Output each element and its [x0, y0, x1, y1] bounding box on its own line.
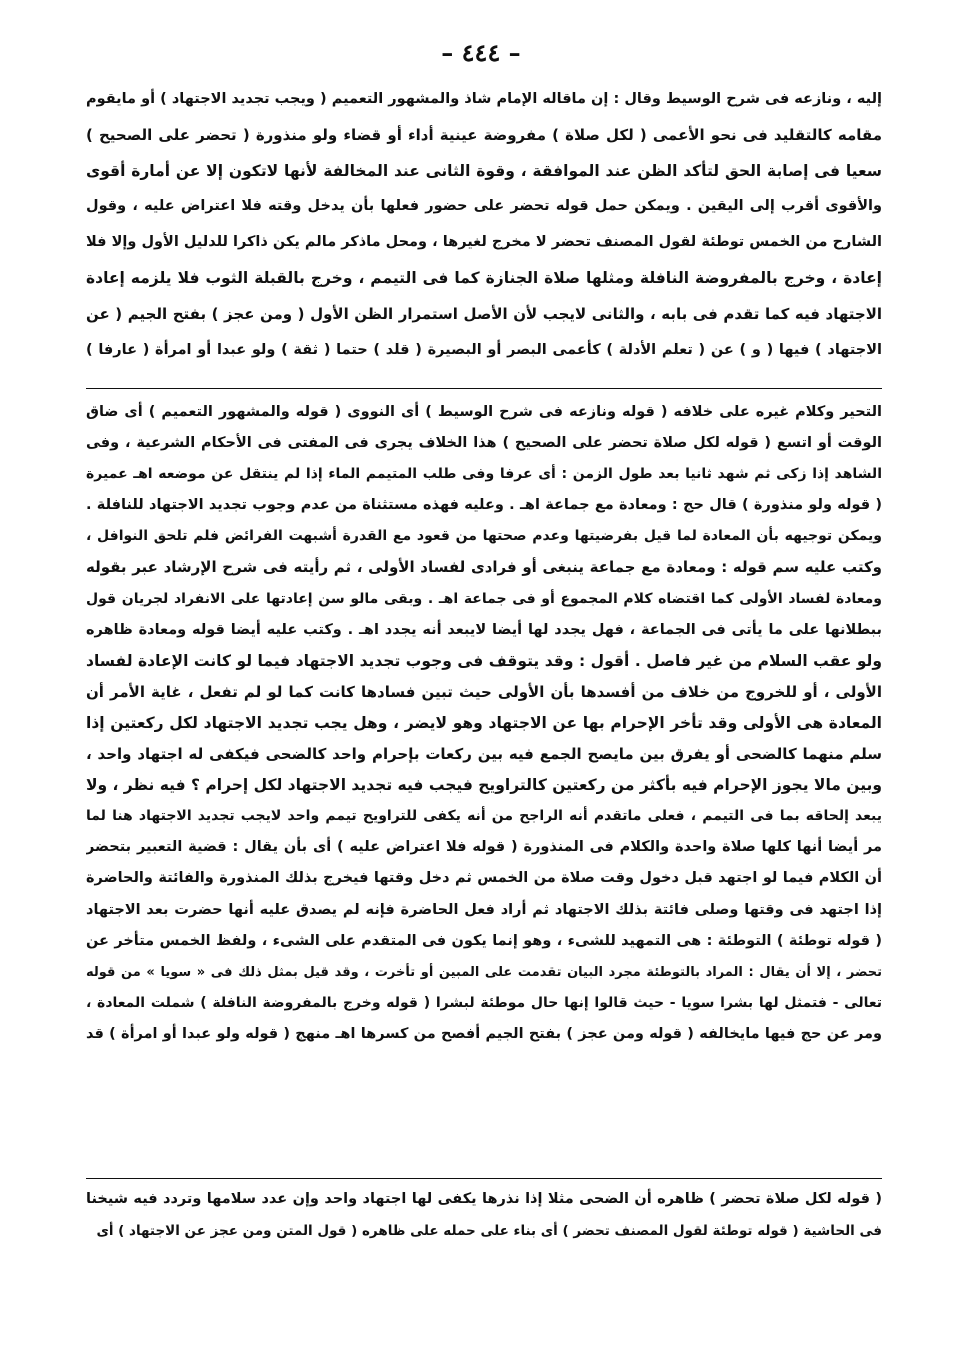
commentary-line: الأولى ، أو للخروج من خلاف من أفسدها بأن الأولى حيث تبين فسادها كانت كما لو لم تفعل ، غاية الأمر أن [86, 682, 882, 701]
commentary-block [86, 397, 882, 1050]
commentary-line: أن الكلام فيما لو اجتهد قبل دخول وقت صلاة من الخمس ثم دخل وقتها فيخرج بذلك المنذورة والفائتة والحاضرة [86, 870, 882, 887]
main-commentary-divider [86, 388, 882, 389]
commentary-line: الوقت أو اتسع ( قوله لكل صلاة تحضر على الصحيح ) هذا الخلاف يجرى فى المفتى فى الأحكام الشرعية ، وفى [86, 435, 882, 452]
commentary-line: يبعد إلحاقه بما فى التيمم ، فعلى ماتقدم أنه الراجح من أنه يكفى للتراويح تيمم واحد لايجب تجديد الاجتهاد هنا لما [86, 808, 882, 825]
commentary-line: المعادة هى الأولى وقد تأخر الإحرام بها عن الاجتهاد وهو لايضر ، وهل يجب تجديد الاجتهاد لكل ركعتين إذا [86, 713, 882, 732]
commentary-line: وكتب عليه سم قوله : ومعادة مع جماعة ينبغى أو فرادى لفساد الأولى ، ثم رأيته فى شرح الإرشاد عبر بقوله [86, 558, 882, 577]
commentary-line: ( قوله ولو منذورة ) قال حج : ومعادة مع جماعة اهـ . وعليه فهذه مستثناة من عدم وجوب تجديد الاجتهاد للنافلة . [86, 497, 882, 514]
commentary-line: تحضر ، إلا أن يقال : المراد بالتوطئة مجرد البيان تقدمت على المبين أو تأخرت ، وقد قيل بمثل ذلك فى « سويا » من قوله [86, 964, 882, 980]
main-text-line: مقامه كالتقليد فى نحو الأعمى ( لكل صلاة ) مفروضة عينية أداء أو قضاء ولو منذورة ( تحضر على الصحيح ) [86, 125, 882, 144]
footnote-line: فى الحاشية ( قوله توطئة لقول المصنف تحضر ) أى بناء على حمله على ظاهره ( قول المتن ومن عجز عن الاجتهاد ) أى [96, 1223, 882, 1239]
commentary-line: سلم منهما كالضحى أو يفرق بين مايصح الجمع فيه بين ركعات بإحرام واحد كالضحى فيكفى له اجتهاد واحد ، [86, 745, 882, 764]
page-number: – ٤٤٤ – [441, 38, 521, 67]
footnote-line: ( قوله لكل صلاة تحضر ) ظاهره أن الضحى مثلا إذا نذرها يكفى لها اجتهاد واحد وإن عدد سلامها وتردد فيه شيخنا [86, 1191, 882, 1207]
main-text-line: إليه ، ونازعه فى شرح الوسيط وقال : إن ماقاله الإمام شاذ والمشهور التعميم ( ويجب تجديد الاجتهاد ) أو مايقوم [86, 91, 882, 107]
main-text-block [86, 82, 882, 368]
commentary-line: ( قوله توطئة ) التوطئة : هى التمهيد للشىء ، وهو إنما يكون فى المتقدم على الشىء ، ولفظ الخمس متأخر عن [86, 932, 882, 949]
commentary-line: مر أيضا أنها كلها صلاة واحدة والكلام فى المنذورة ( قوله فلا اعتراض عليه ) أى بأن يقال : قضية التعبير بتحضر [86, 839, 882, 856]
main-text-line: الاجتهاد فيه كما تقدم فى بابه ، والثانى لايجب لأن الأصل استمرار الظن الأول ( ومن عجز ) بفتح الجيم ( عن [86, 304, 882, 323]
commentary-line: ببطلانها على ما يأتى فى الجماعة ، فهل يجدد لها أيضا لايبعد أنه يجدد اهـ . وكتب عليه أيضا قوله ومعادة ظاهره [86, 621, 882, 638]
commentary-line: ومعادة لفساد الأولى كما اقتضاه كلام المجموع أو فى جماعة اهـ . وبقى مالو سن إعادتها على الانفراد لجريان قول [86, 590, 882, 607]
commentary-line: ومر عن حج فيها مايخالفه ( قوله ومن عجز ) بفتح الجيم أفصح من كسرها اهـ منهج ( قوله ولو عبدا أو امرأة ) قد [86, 1025, 882, 1042]
commentary-line: الشاهد إذا زكى ثم شهد ثانيا بعد طول الزمن : أى عرفا وفى طلب المتيمم الماء إذا لم ينتقل عن موضعه اهـ عميرة [86, 466, 882, 483]
commentary-footnote-divider [86, 1178, 882, 1179]
commentary-line: إذا اجتهد فى وقتها وصلى فائتة بذلك الاجتهاد ثم أراد فعل الحاضرة فإنه لم يصدق عليه أنها حضرت بعد الاجتهاد [86, 901, 882, 918]
main-text-line: إعادة ، وخرج بالمفروضة النافلة ومثلها صلاة الجنازة كما فى التيمم ، وخرج بالقبلة الثوب فلا يلزمه إعادة [86, 268, 882, 287]
commentary-line: ويمكن توجيهه بأن المعادة لما قيل بفرضيتها وعدم صحتها من قعود مع القدرة أشبهت الفرائض فلم تلحق النوافل ، [86, 528, 882, 545]
footnote-block [86, 1183, 882, 1247]
main-text-line: الاجتهاد ) فيها ( و ) عن ( تعلم الأدلة ) كأعمى البصر أو البصيرة ( قلد ) حتما ( ثقة ) ولو عبدا أو امرأة ( عارفا ) [86, 341, 882, 358]
main-text-line: الشارح من الخمس توطئة لقول المصنف تحضر لا مخرج لغيرها ، ومحل ماذكر مالم يكن ذاكرا للدليل الأول وإلا فلا [86, 234, 882, 251]
commentary-line: التحير وكلام غيره على خلافه ( قوله ونازعه فى شرح الوسيط ) أى النووى ( قوله والمشهور التعميم ) أى ضاق [86, 404, 882, 420]
commentary-line: ولو عقب السلام من غير فاصل . أقول : وقد يتوقف فى وجوب تجديد الاجتهاد فيما لو كانت الإعادة لفساد [86, 651, 882, 670]
main-text-line: والأقوى أقرب إلى اليقين . ويمكن حمل قوله تحضر على حضور فعلها بأن يدخل وقته فلا اعتراض عليه ، وقول [86, 198, 882, 215]
main-text-line: سعيا فى إصابة الحق لتأكد الظن عند الموافقة ، وقوة الثانى عند المخالفة لأنها لاتكون إلا عن أمارة أقوى [86, 161, 882, 180]
commentary-line: وبين مالا يجوز الإحرام فيه بأكثر من ركعتين كالتراويح فيجب فيه تجديد الاجتهاد لكل إحرام ؟ فيه نظر ، ولا [86, 776, 882, 795]
commentary-line: تعالى - فتمثل لها بشرا سويا - حيث قالوا إنها حال موطئة لبشرا ( قوله وخرج بالمفروضة النافلة ) شملت المعادة ، [86, 994, 882, 1011]
